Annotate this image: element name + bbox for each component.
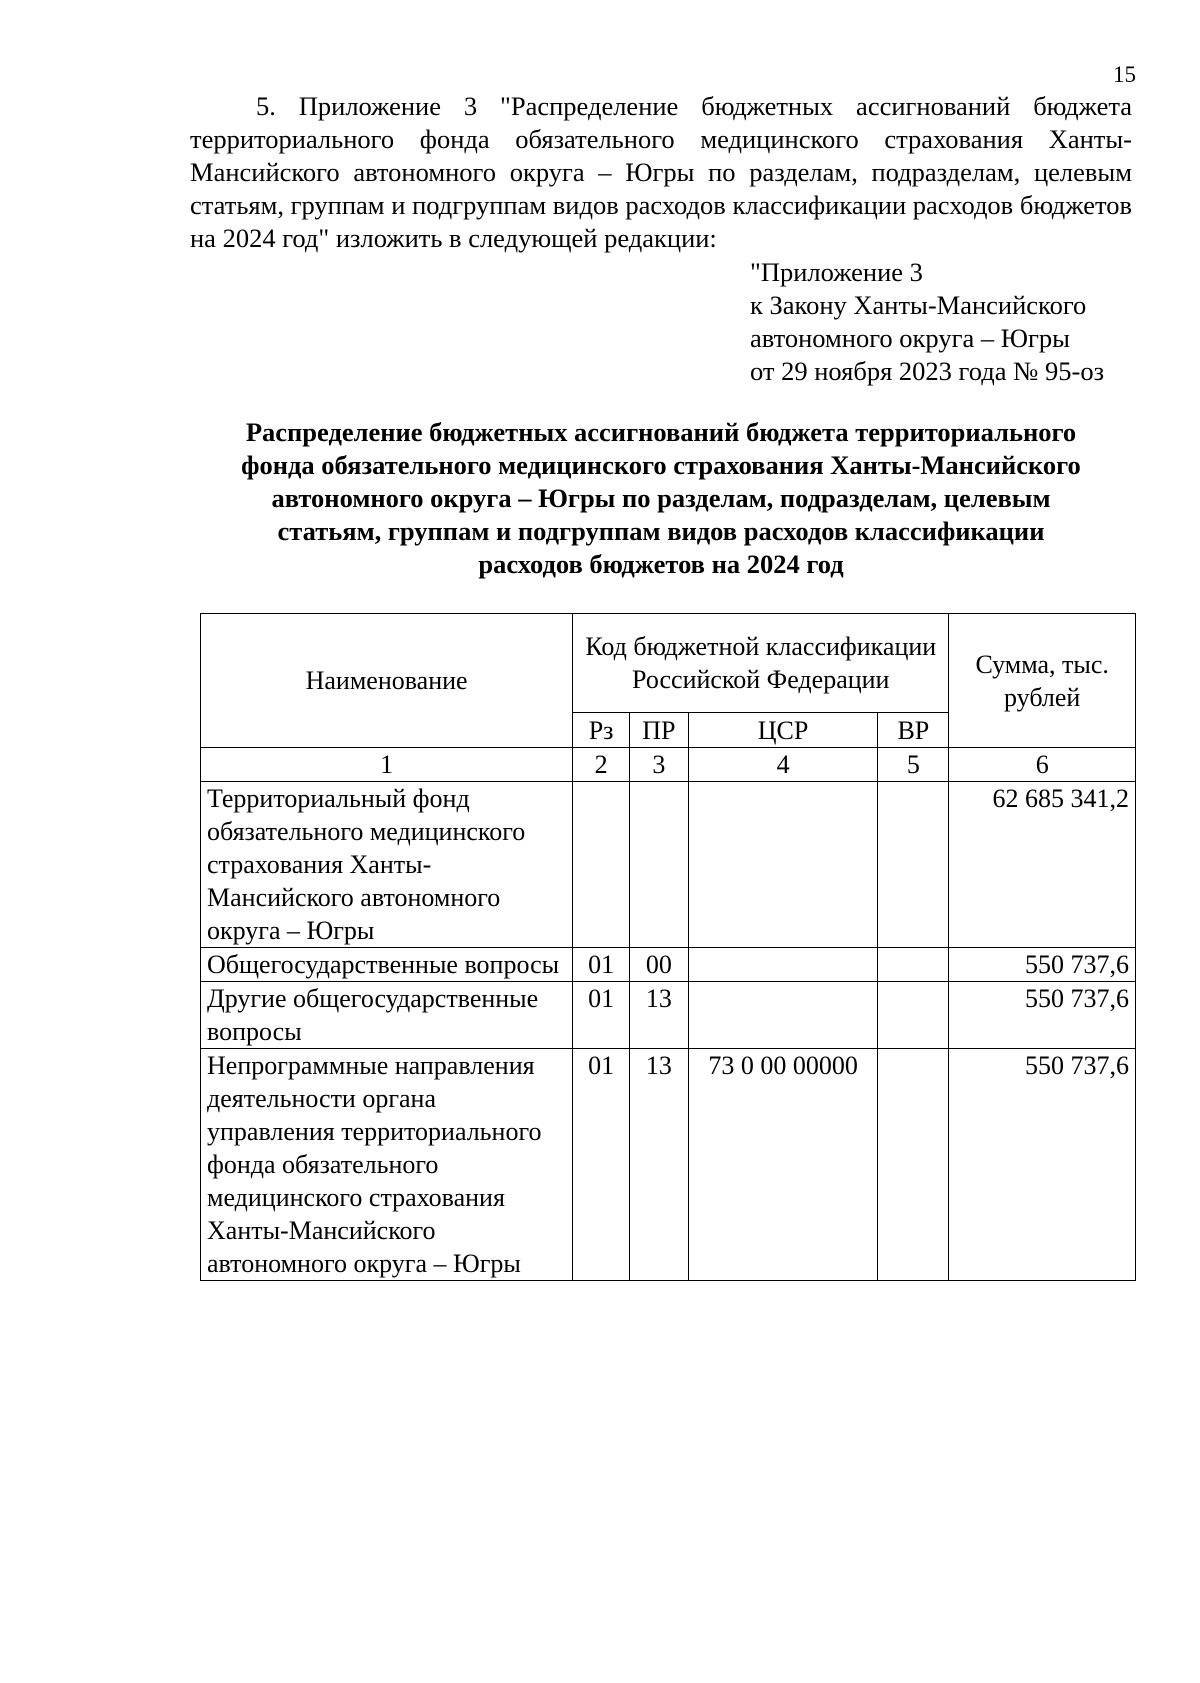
header-name: Наименование xyxy=(201,614,573,748)
intro-paragraph xyxy=(190,90,1132,255)
table-title-line-4: статьям, группам и подгруппам видов расходов классификации xyxy=(277,516,1045,546)
table-title-line-3: автономного округа – Югры по разделам, подразделам, целевым xyxy=(271,483,1051,513)
row-name: Непрограммные направления деятельности органа управления территориального фонда обязательного медицинского страхования Ханты-Мансийского автономного округа – Югры xyxy=(201,1049,573,1281)
header-code-group: Код бюджетной классификации Российской Федерации xyxy=(573,614,949,713)
row-rz: 01 xyxy=(573,1049,630,1281)
row-sum: 550 737,6 xyxy=(949,1049,1136,1281)
col-number: 2 xyxy=(573,748,630,782)
row-name: Территориальный фонд обязательного медицинского страхования Ханты-Мансийского автономного округа – Югры xyxy=(201,782,573,948)
header-csr: ЦСР xyxy=(688,713,878,748)
row-vr xyxy=(878,782,949,948)
table-row xyxy=(201,1049,1136,1281)
header-sum: Сумма, тыс. рублей xyxy=(949,614,1136,748)
row-pr: 13 xyxy=(629,1049,688,1281)
row-csr: 73 0 00 00000 xyxy=(688,1049,878,1281)
header-vr: ВР xyxy=(878,713,949,748)
row-name: Другие общегосударственные вопросы xyxy=(201,982,573,1049)
row-vr xyxy=(878,1049,949,1281)
col-number: 4 xyxy=(688,748,878,782)
table-header-row xyxy=(201,614,1136,713)
row-sum: 550 737,6 xyxy=(949,948,1136,982)
col-number: 1 xyxy=(201,748,573,782)
page-number: 15 xyxy=(1113,62,1136,87)
row-pr: 13 xyxy=(629,982,688,1049)
row-pr: 00 xyxy=(629,948,688,982)
col-number: 3 xyxy=(629,748,688,782)
col-number: 5 xyxy=(878,748,949,782)
row-vr xyxy=(878,948,949,982)
header-rz: Рз xyxy=(573,713,630,748)
row-sum: 62 685 341,2 xyxy=(949,782,1136,948)
row-rz xyxy=(573,782,630,948)
budget-table xyxy=(200,613,1136,1281)
row-rz: 01 xyxy=(573,982,630,1049)
row-vr xyxy=(878,982,949,1049)
annex-line-2: к Закону Ханты-Мансийского xyxy=(750,290,1087,320)
row-pr xyxy=(629,782,688,948)
col-number: 6 xyxy=(949,748,1136,782)
table-title-line-5: расходов бюджетов на 2024 год xyxy=(478,549,844,579)
header-pr: ПР xyxy=(629,713,688,748)
table-row xyxy=(201,948,1136,982)
row-csr xyxy=(688,782,878,948)
table-row xyxy=(201,782,1136,948)
column-number-row xyxy=(201,748,1136,782)
annex-line-4: от 29 ноября 2023 года № 95-оз xyxy=(750,356,1105,386)
table-row xyxy=(201,982,1136,1049)
row-csr xyxy=(688,948,878,982)
intro-text: 5. Приложение 3 "Распределение бюджетных ассигнований бюджета территориального фонда обязательного медицинского страхования Ханты-Мансийского автономного округа – Югры по разделам, подразделам, целевым статьям, группам и подгруппам видов расходов классификации расходов бюджетов на 2024 год" изложить в следующей редакции: xyxy=(190,91,1132,253)
row-sum: 550 737,6 xyxy=(949,982,1136,1049)
annex-reference xyxy=(750,256,1104,388)
annex-line-3: автономного округа – Югры xyxy=(750,323,1070,353)
row-name: Общегосударственные вопросы xyxy=(201,948,573,982)
table-title-line-1: Распределение бюджетных ассигнований бюджета территориального xyxy=(245,417,1077,447)
table-title xyxy=(190,416,1132,581)
row-csr xyxy=(688,982,878,1049)
annex-line-1: "Приложение 3 xyxy=(750,257,923,287)
row-rz: 01 xyxy=(573,948,630,982)
table-title-line-2: фонда обязательного медицинского страхования Ханты-Мансийского xyxy=(241,450,1081,480)
